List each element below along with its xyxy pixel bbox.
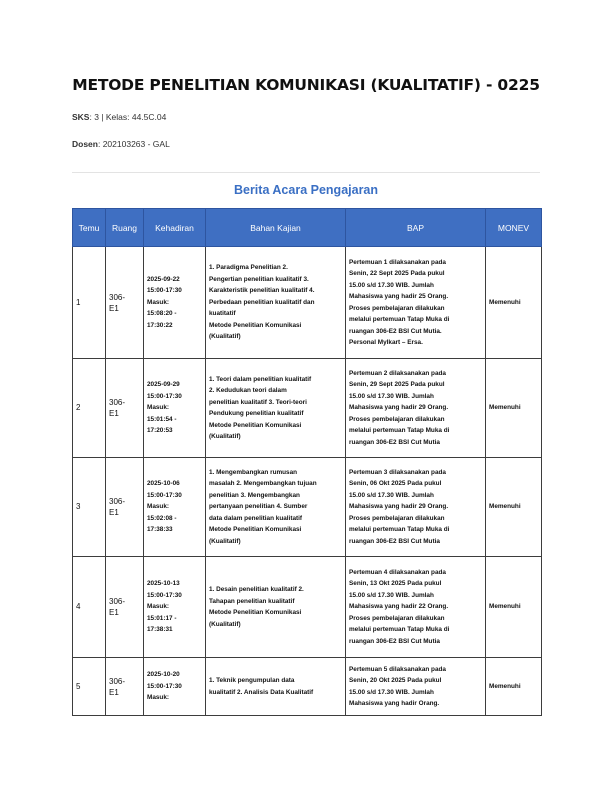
cell-kehadiran: 2025-10-20 15:00-17:30 Masuk:: [144, 658, 206, 716]
cell-ruang: 306- E1: [106, 658, 144, 716]
cell-temu: 2: [73, 359, 106, 458]
cell-bahan-kajian: 1. Teori dalam penelitian kualitatif 2. Kedudukan teori dalam penelitian kualitatif 3. Teori-teori Pendukung penelitian kualitatif Metode Penelitian Komunikasi (Kualitatif): [206, 359, 346, 458]
cell-bahan-kajian: 1. Paradigma Penelitian 2. Pengertian penelitian kualitatif 3. Karakteristik penelitian kualitatif 4. Perbedaan penelitian kualitatif dan kuatitatif Metode Penelitian Komunikasi (Kualitatif): [206, 247, 346, 359]
header-ruang: Ruang: [106, 209, 144, 247]
cell-monev: Memenuhi: [486, 557, 542, 658]
sks-kelas-line: [72, 112, 166, 122]
cell-bap: Pertemuan 1 dilaksanakan pada Senin, 22 Sept 2025 Pada pukul 15.00 s/d 17.30 WIB. Jumlah Mahasiswa yang hadir 25 Orang. Proses pembelajaran dilakukan melalui pertemuan Tatap Muka di ruangan 306-E2 BSI Cut Mutia. Personal Mylkart – Ersa.: [346, 247, 486, 359]
page-title: METODE PENELITIAN KOMUNIKASI (KUALITATIF) - 0225: [72, 76, 540, 94]
cell-kehadiran: 2025-09-29 15:00-17:30 Masuk: 15:01:54 - 17:20:53: [144, 359, 206, 458]
cell-bap: Pertemuan 2 dilaksanakan pada Senin, 29 Sept 2025 Pada pukul 15.00 s/d 17.30 WIB. Jumlah Mahasiswa yang hadir 29 Orang. Proses pembelajaran dilakukan melalui pertemuan Tatap Muka di ruangan 306-E2 BSI Cut Mutia: [346, 359, 486, 458]
cell-kehadiran: 2025-09-22 15:00-17:30 Masuk: 15:08:20 - 17:30:22: [144, 247, 206, 359]
table-row: [73, 247, 542, 359]
section-title: Berita Acara Pengajaran: [233, 183, 379, 197]
header-bap: BAP: [346, 209, 486, 247]
dosen-value: : 202103263 - GAL: [97, 139, 170, 149]
table-row: [73, 359, 542, 458]
cell-bap: Pertemuan 3 dilaksanakan pada Senin, 06 Okt 2025 Pada pukul 15.00 s/d 17.30 WIB. Jumlah Mahasiswa yang hadir 29 Orang. Proses pembelajaran dilakukan melalui pertemuan Tatap Muka di ruangan 306-E2 BSI Cut Mutia: [346, 458, 486, 557]
cell-bahan-kajian: 1. Desain penelitian kualitatif 2. Tahapan penelitian kualitatif Metode Penelitian Komunikasi (Kualitatif): [206, 557, 346, 658]
cell-monev: Memenuhi: [486, 458, 542, 557]
cell-ruang: 306- E1: [106, 359, 144, 458]
cell-ruang: 306- E1: [106, 458, 144, 557]
cell-ruang: 306- E1: [106, 557, 144, 658]
table-row: [73, 458, 542, 557]
cell-monev: Memenuhi: [486, 359, 542, 458]
table-row: [73, 557, 542, 658]
cell-bahan-kajian: 1. Mengembangkan rumusan masalah 2. Mengembangkan tujuan penelitian 3. Mengembangkan pertanyaan penelitian 4. Sumber data dalam penelitian kualitatif Metode Penelitian Komunikasi (Kualitatif): [206, 458, 346, 557]
cell-kehadiran: 2025-10-13 15:00-17:30 Masuk: 15:01:17 - 17:38:31: [144, 557, 206, 658]
bap-table: [72, 208, 542, 716]
table-row: [73, 658, 542, 716]
header-monev: MONEV: [486, 209, 542, 247]
header-bahan-kajian: Bahan Kajian: [206, 209, 346, 247]
cell-monev: Memenuhi: [486, 247, 542, 359]
dosen-line: [72, 139, 170, 149]
cell-bap: Pertemuan 4 dilaksanakan pada Senin, 13 Okt 2025 Pada pukul 15.00 s/d 17.30 WIB. Jumlah Mahasiswa yang hadir 22 Orang. Proses pembelajaran dilakukan melalui pertemuan Tatap Muka di ruangan 306-E2 BSI Cut Mutia: [346, 557, 486, 658]
cell-temu: 4: [73, 557, 106, 658]
sks-label: SKS: [72, 112, 90, 122]
cell-temu: 1: [73, 247, 106, 359]
cell-monev: Memenuhi: [486, 658, 542, 716]
cell-temu: 3: [73, 458, 106, 557]
header-temu: Temu: [73, 209, 106, 247]
section-divider: [72, 172, 540, 173]
cell-bahan-kajian: 1. Teknik pengumpulan data kualitatif 2. Analisis Data Kualitatif: [206, 658, 346, 716]
sks-value: : 3 | Kelas: 44.5C.04: [89, 112, 167, 122]
cell-bap: Pertemuan 5 dilaksanakan pada Senin, 20 Okt 2025 Pada pukul 15.00 s/d 17.30 WIB. Jumlah Mahasiswa yang hadir Orang.: [346, 658, 486, 716]
cell-temu: 5: [73, 658, 106, 716]
table-header-row: [73, 209, 542, 247]
header-kehadiran: Kehadiran: [144, 209, 206, 247]
cell-ruang: 306- E1: [106, 247, 144, 359]
dosen-label: Dosen: [72, 139, 98, 149]
cell-kehadiran: 2025-10-06 15:00-17:30 Masuk: 15:02:08 - 17:38:33: [144, 458, 206, 557]
